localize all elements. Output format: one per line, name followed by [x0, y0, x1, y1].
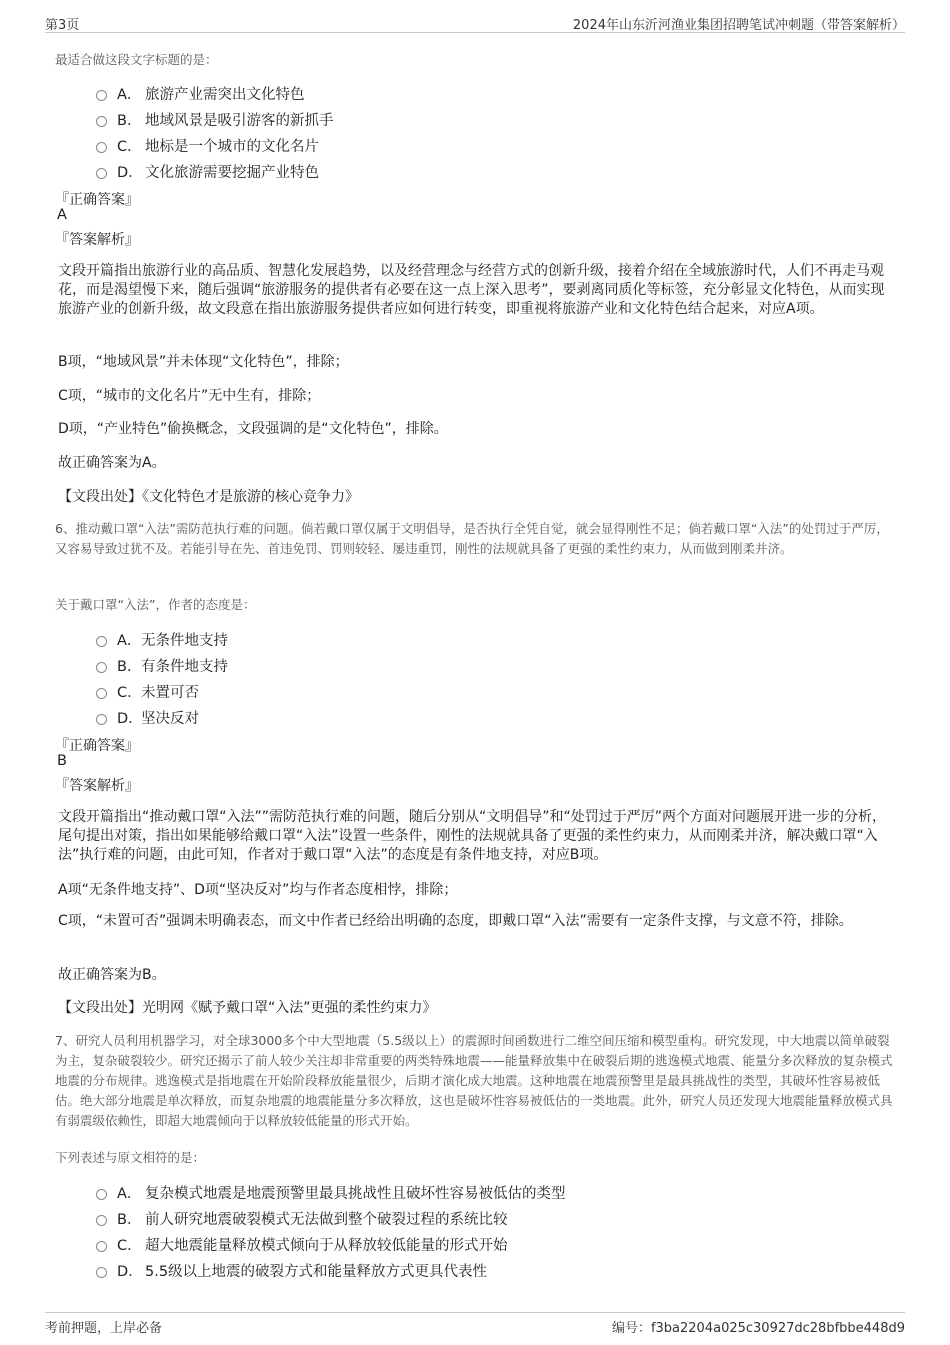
option-letter: C． [117, 685, 142, 701]
option-letter: D． [117, 165, 143, 181]
page-number: 第3页 [45, 18, 80, 33]
option-text: 未置可否 [141, 685, 199, 701]
option-text: 文化旅游需要挖掘产业特色 [145, 165, 319, 181]
option-text: 坚决反对 [141, 711, 199, 727]
q6-conclusion: 故正确答案为B。 [58, 967, 166, 983]
q6-source: 【文段出处】光明网《赋予戴口罩“入法”更强的柔性约束力》 [58, 1000, 437, 1016]
option-text: 5.5级以上地震的破裂方式和能量释放方式更具代表性 [145, 1264, 488, 1280]
option-letter: B． [117, 113, 142, 129]
page-footer [45, 1312, 905, 1339]
q7-stem: 7、研究人员利用机器学习，对全球3000多个中大型地震（5.5级以上）的震源时间函数进行二维空间压缩和模型重构。研究发现，中大地震以简单破裂为主，复杂破裂较少。研究还揭示了前人较少关注却非常重要的两类特殊地震——能量释放集中在破裂后期的逃逸模式地震、能量分多次释放的复杂模式地震的分布规律。逃逸模式是指地震在开始阶段释放能量很少，后期才演化成大地震。这种地震在地震预警里是最具挑战性的类型，其破坏性容易被低估。绝大部分地震是单次释放，而复杂地震的地震能量分多次释放，这也是破坏性容易被低估的一类地震。此外，研究人员还发现大地震能量释放模式具有弱震级依赖性，即超大地震倾向于以释放较低能量的形式开始。 [55, 1033, 893, 1128]
option-letter: A． [117, 633, 142, 649]
q5-conclusion: 故正确答案为A。 [58, 455, 166, 471]
option-letter: A． [117, 1186, 142, 1202]
q6-answer: B [57, 753, 67, 769]
radio-icon[interactable] [96, 1241, 107, 1252]
radio-icon[interactable] [96, 90, 107, 101]
q5-analysis-d: D项，“产业特色”偷换概念，文段强调的是“文化特色”，排除。 [58, 421, 448, 437]
q7-option-b[interactable] [96, 1208, 508, 1229]
option-letter: D． [117, 1264, 143, 1280]
q6-prompt: 关于戴口罩“入法”，作者的态度是： [55, 597, 256, 612]
q6-analysis-ad: A项“无条件地支持”、D项“坚决反对”均与作者态度相悖，排除； [58, 882, 458, 898]
q5-answer: A [57, 207, 67, 223]
q7-prompt: 下列表述与原文相符的是： [55, 1150, 206, 1165]
radio-icon[interactable] [96, 688, 107, 699]
option-letter: C． [117, 139, 142, 155]
page-header [45, 10, 905, 33]
q7-option-c[interactable] [96, 1234, 508, 1255]
document-code: 编号：f3ba2204a025c30927dc28bfbbe448d9 [611, 1321, 905, 1336]
q5-option-a[interactable] [96, 83, 305, 104]
q6-option-d[interactable] [96, 707, 199, 728]
radio-icon[interactable] [96, 1267, 107, 1278]
radio-icon[interactable] [96, 1215, 107, 1226]
radio-icon[interactable] [96, 1189, 107, 1200]
q5-analysis-main: 文段开篇指出旅游行业的高品质、智慧化发展趋势，以及经营理念与经营方式的创新升级，接着介绍在全域旅游时代，人们不再走马观花，而是渴望慢下来，随后强调“旅游服务的提供者有必要在这一点上深入思考”，要剥离同质化等标签，充分彰显文化特色，从而实现旅游产业的创新升级，故文段意在指出旅游服务提供者应如何进行转变，即重视将旅游产业和文化特色结合起来，对应A项。 [58, 263, 885, 317]
q5-option-b[interactable] [96, 109, 334, 130]
q5-option-c[interactable] [96, 135, 319, 156]
radio-icon[interactable] [96, 636, 107, 647]
q6-option-a[interactable] [96, 629, 228, 650]
footer-slogan: 考前押题，上岸必备 [45, 1321, 163, 1336]
q6-correct-label: 『正确答案』 [55, 738, 139, 754]
option-letter: C． [117, 1238, 142, 1254]
q6-option-b[interactable] [96, 655, 228, 676]
q6-analysis-c: C项，“未置可否”强调未明确表态，而文中作者已经给出明确的态度，即戴口罩“入法”需要有一定条件支撑，与文意不符，排除。 [58, 913, 853, 929]
q5-analysis-c: C项，“城市的文化名片”无中生有，排除； [58, 388, 321, 404]
option-letter: B． [117, 659, 142, 675]
option-text: 地标是一个城市的文化名片 [145, 139, 319, 155]
option-text: 有条件地支持 [141, 659, 228, 675]
q7-option-d[interactable] [96, 1260, 487, 1281]
radio-icon[interactable] [96, 142, 107, 153]
option-text: 复杂模式地震是地震预警里最具挑战性且破坏性容易被低估的类型 [145, 1186, 566, 1202]
q7-option-a[interactable] [96, 1182, 566, 1203]
q5-source: 【文段出处】《文化特色才是旅游的核心竞争力》 [58, 489, 359, 505]
q5-analysis-label: 『答案解析』 [55, 232, 139, 248]
radio-icon[interactable] [96, 168, 107, 179]
q6-analysis-label: 『答案解析』 [55, 778, 139, 794]
q6-option-c[interactable] [96, 681, 199, 702]
option-letter: B． [117, 1212, 142, 1228]
q5-correct-label: 『正确答案』 [55, 192, 139, 208]
option-text: 地域风景是吸引游客的新抓手 [145, 113, 334, 129]
option-text: 超大地震能量释放模式倾向于从释放较低能量的形式开始 [145, 1238, 508, 1254]
option-letter: A． [117, 87, 142, 103]
q5-option-d[interactable] [96, 161, 319, 182]
q6-analysis-main: 文段开篇指出“推动戴口罩“入法””需防范执行难的问题，随后分别从“文明倡导”和“处罚过于严厉”两个方面对问题展开进一步的分析，尾句提出对策，指出如果能够给戴口罩“入法”设置一些条件，刚性的法规就具备了更强的柔性约束力，从而刚柔并济，解决戴口罩“入法”执行难的问题，由此可知，作者对于戴口罩“入法”的态度是有条件地支持，对应B项。 [58, 809, 887, 863]
q5-prompt: 最适合做这段文字标题的是： [55, 52, 218, 67]
document-title: 2024年山东沂河渔业集团招聘笔试冲刺题（带答案解析） [572, 18, 905, 33]
radio-icon[interactable] [96, 116, 107, 127]
radio-icon[interactable] [96, 714, 107, 725]
q5-analysis-b: B项，“地域风景”并未体现“文化特色”，排除； [58, 354, 349, 370]
option-letter: D． [117, 711, 143, 727]
option-text: 旅游产业需突出文化特色 [145, 87, 305, 103]
radio-icon[interactable] [96, 662, 107, 673]
option-text: 无条件地支持 [141, 633, 228, 649]
q6-stem: 6、推动戴口罩“入法”需防范执行难的问题。倘若戴口罩仅属于文明倡导，是否执行全凭自觉，就会显得刚性不足；倘若戴口罩“入法”的处罚过于严厉，又容易导致过犹不及。若能引导在先、首违免罚、罚则较轻、屡违重罚，刚性的法规就具备了更强的柔性约束力，从而做到刚柔并济。 [55, 521, 889, 556]
option-text: 前人研究地震破裂模式无法做到整个破裂过程的系统比较 [145, 1212, 508, 1228]
